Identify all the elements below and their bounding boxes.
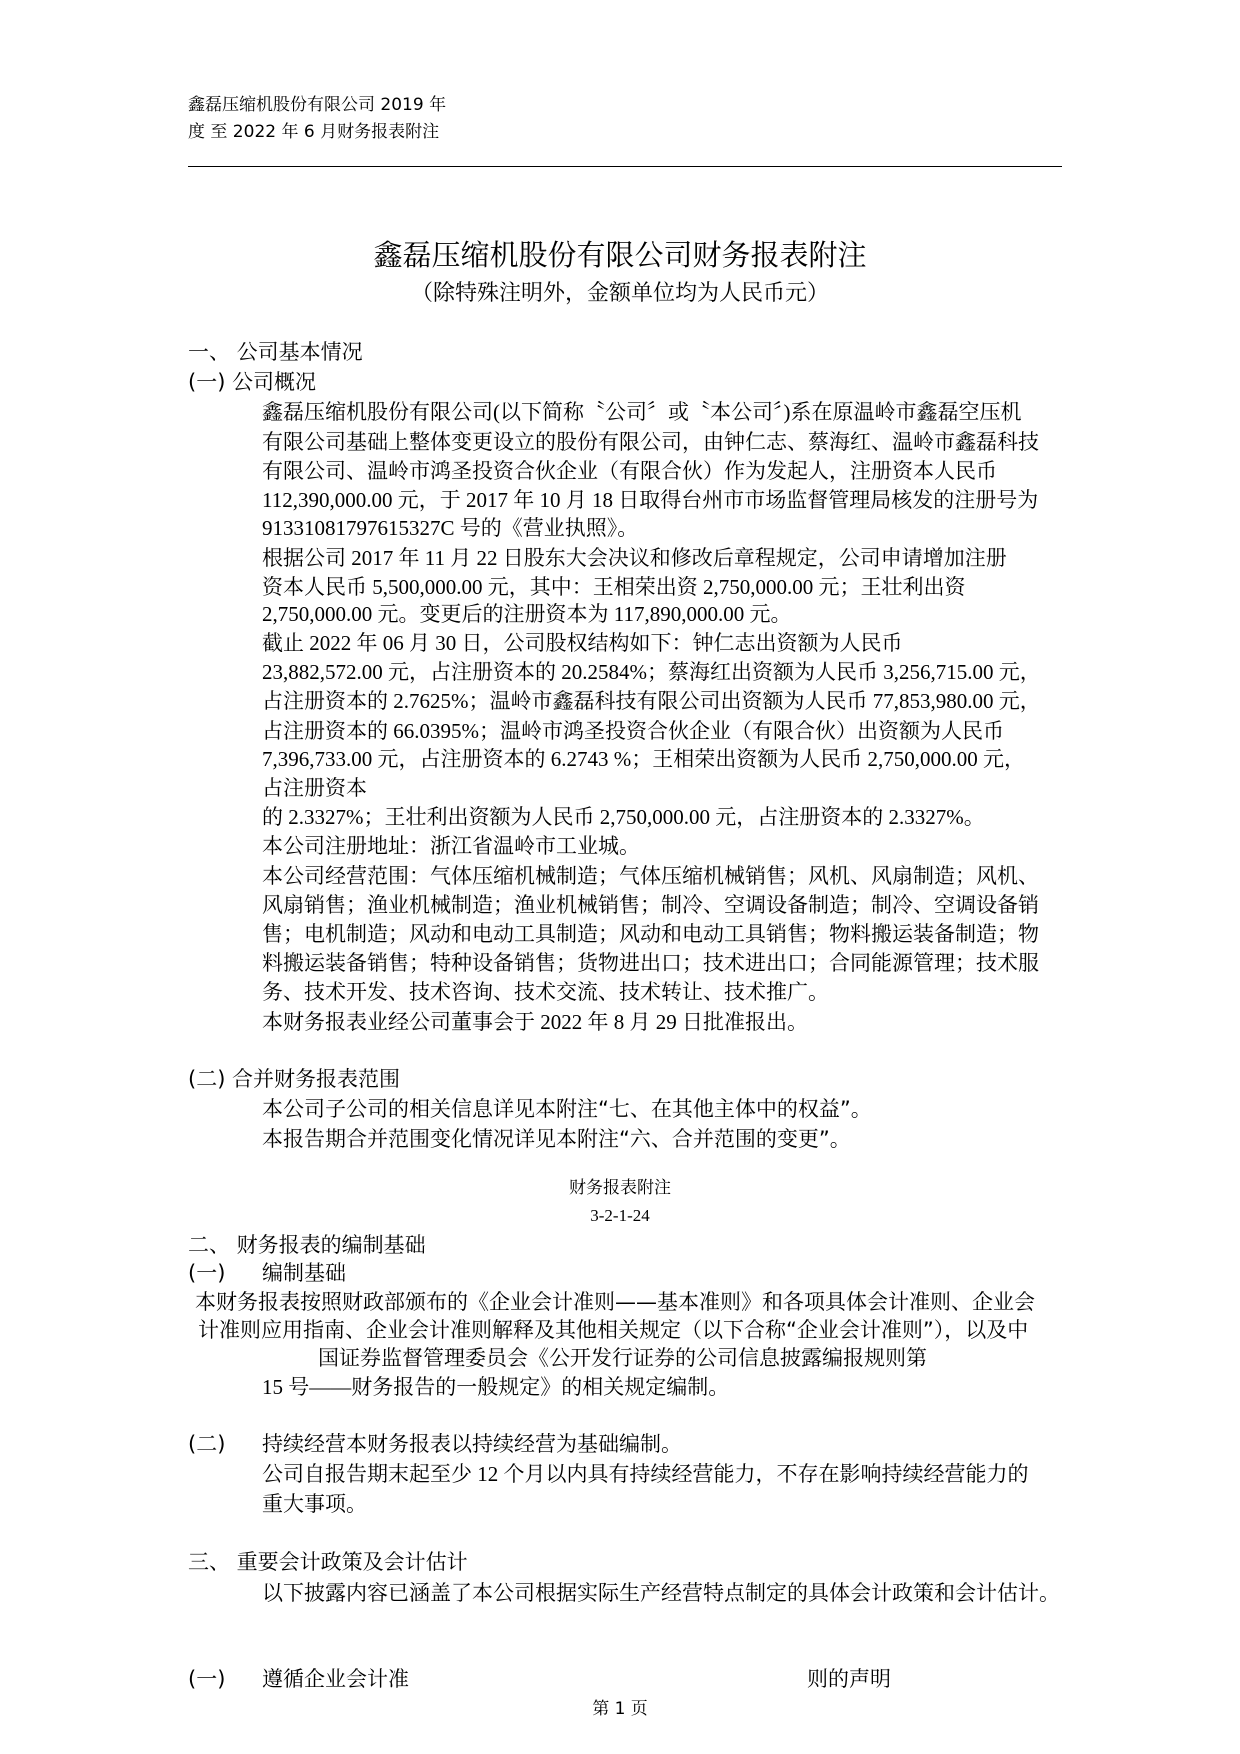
paragraph-line: 91331081797615327C 号的《营业执照》。 [262,516,639,540]
paragraph-line: 有限公司、温岭市鸿圣投资合伙企业（有限合伙）作为发起人，注册资本人民币 [262,459,997,483]
section-1-1-heading: (一) 公司概况 [188,370,317,394]
mid-footer-label: 财务报表附注 [569,1178,671,1198]
section-1-heading: 一、 公司基本情况 [188,340,363,364]
paragraph-line: 7,396,733.00 元，占注册资本的 6.2743 %；王相荣出资额为人民币 2,750,000.00 元， [262,747,1025,771]
section-3-1-title-part-b: 则的声明 [807,1667,891,1691]
paragraph-line: 23,882,572.00 元，占注册资本的 20.2584%；蔡海红出资额为人民币 3,256,715.00 元， [262,660,1041,684]
paragraph-line: 本公司经营范围：气体压缩机械制造；气体压缩机械销售；风机、风扇制造；风机、 [262,864,1039,888]
paragraph-line: 公司自报告期末起至少 12 个月以内具有持续经营能力，不存在影响持续经营能力的 [262,1462,1029,1486]
paragraph-line: 风扇销售；渔业机械制造；渔业机械销售；制冷、空调设备制造；制冷、空调设备销 [262,893,1039,917]
section-2-1-title: 编制基础 [262,1261,346,1285]
document-subtitle: （除特殊注明外，金额单位均为人民币元） [410,281,829,306]
section-2-1-number: (一) [188,1261,226,1285]
paragraph-line: 本报告期合并范围变化情况详见本附注“六、合并范围的变更”。 [262,1127,851,1151]
section-3-1-number: (一) [188,1667,226,1691]
paragraph-line: 本公司子公司的相关信息详见本附注“七、在其他主体中的权益”。 [262,1097,872,1121]
paragraph-line: 计准则应用指南、企业会计准则解释及其他相关规定（以下合称“企业会计准则”），以及中 [198,1318,1029,1342]
section-3-intro: 以下披露内容已涵盖了本公司根据实际生产经营特点制定的具体会计政策和会计估计。 [262,1581,1060,1605]
paragraph-line: 本财务报表按照财政部颁布的《企业会计准则——基本准则》和各项具体会计准则、企业会 [195,1290,1035,1314]
paragraph-line: 根据公司 2017 年 11 月 22 日股东大会决议和修改后章程规定，公司申请增加注册 [262,546,1007,570]
paragraph-line: 截止 2022 年 06 月 30 日，公司股权结构如下：钟仁志出资额为人民币 [262,631,903,655]
paragraph-line: 占注册资本的 66.0395%；温岭市鸿圣投资合伙企业（有限合伙）出资额为人民币 [262,719,1004,743]
header-line-1: 鑫磊压缩机股份有限公司 2019 年 [188,95,447,115]
mid-footer-code: 3-2-1-24 [590,1206,650,1225]
paragraph-line: 有限公司基础上整体变更设立的股份有限公司，由钟仁志、蔡海红、温岭市鑫磊科技 [262,430,1039,454]
paragraph-line: 资本人民币 5,500,000.00 元，其中：王相荣出资 2,750,000.00 元；王壮利出资 [262,575,966,599]
paragraph-line: 务、技术开发、技术咨询、技术交流、技术转让、技术推广。 [262,980,829,1004]
paragraph-line: 15 号——财务报告的一般规定》的相关规定编制。 [262,1375,730,1399]
paragraph-line: 本公司注册地址：浙江省温岭市工业城。 [262,834,640,858]
section-3-1-title-part-a: 遵循企业会计准 [262,1667,409,1691]
paragraph-line: 鑫磊压缩机股份有限公司(以下简称〝公司〞或〝本公司〞)系在原温岭市鑫磊空压机 [262,400,1022,424]
page-number: 第 1 页 [592,1699,648,1719]
section-1-2-heading: (二) 合并财务报表范围 [188,1067,401,1091]
paragraph-line: 占注册资本的 2.7625%；温岭市鑫磊科技有限公司出资额为人民币 77,853,980.00 元， [262,689,1041,713]
section-3-heading: 三、 重要会计政策及会计估计 [188,1550,468,1574]
section-2-2-title: 持续经营本财务报表以持续经营为基础编制。 [262,1432,682,1456]
paragraph-line: 的 2.3327%；王壮利出资额为人民币 2,750,000.00 元，占注册资本的 2.3327%。 [262,805,985,829]
paragraph-line: 国证券监督管理委员会《公开发行证券的公司信息披露编报规则第 [318,1346,927,1370]
paragraph-line: 112,390,000.00 元，于 2017 年 10 月 18 日取得台州市市场监督管理局核发的注册号为 [262,488,1039,512]
header-divider [188,166,1062,167]
header-line-2: 度 至 2022 年 6 月财务报表附注 [188,122,440,142]
document-title: 鑫磊压缩机股份有限公司财务报表附注 [373,238,867,272]
paragraph-line: 重大事项。 [262,1492,367,1516]
paragraph-line: 本财务报表业经公司董事会于 2022 年 8 月 29 日批准报出。 [262,1010,808,1034]
paragraph-line: 2,750,000.00 元。变更后的注册资本为 117,890,000.00 元。 [262,602,792,626]
paragraph-line: 占注册资本 [262,776,367,800]
paragraph-line: 料搬运装备销售；特种设备销售；货物进出口；技术进出口；合同能源管理；技术服 [262,951,1039,975]
section-2-2-number: (二) [188,1432,226,1456]
paragraph-line: 售；电机制造；风动和电动工具制造；风动和电动工具销售；物料搬运装备制造；物 [262,922,1039,946]
section-2-heading: 二、 财务报表的编制基础 [188,1233,426,1257]
